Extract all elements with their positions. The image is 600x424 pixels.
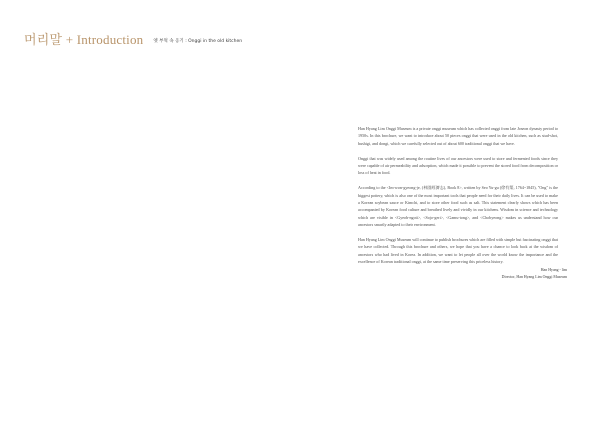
english-signature — [398, 267, 567, 281]
english-paragraph-4: Han Hyang Lim Onggi Museum will continue to publish brochures which are filled with simple but fascinating onggi that we have collected. Through this brochure and others, we hope that you have a chance to look back at the wisdom of ancestors who had lived in Korea. In addition, we want to let people all over the world know the importance and the excellence of Korean traditional onggi, at the same time preserving this priceless history. — [358, 237, 558, 265]
english-text-column — [358, 125, 558, 273]
page-header — [24, 29, 242, 49]
english-signature-title: Director, Han Hyang Lim Onggi Museum — [501, 275, 567, 279]
english-paragraph-3: According to the <Im-won-gyeong-je, (林園經濟志), Book 8>, written by Seo Yu-gu (徐有榘, 1764~1845), "Ong" is the biggest pottery, which is also one of the most important tools that people need for their daily lives. It can be used to make a Korean soybean sauce or Kimchi, and to store other food such as salt. This statement clearly shows which has been accompanied by Korean food culture and breathed lively and vividly in our kitchens. Wisdom in science and technology which are visible in <Gyeob-ngoti>, <Sojo-geri>, <Gamu-tong>, and <Chobyeong> makes us understand how our ancestors smartly adapted to their environment. — [358, 185, 558, 228]
page-subtitle: 옛 부엌 속 옹기 : Onggi in the old kitchen — [153, 39, 243, 44]
korean-text-column — [105, 124, 330, 133]
english-paragraph-2: Onggi that was widely used among the routine lives of our ancestors were used to store and fermented foods since they were capable of air permeability and adsorption, which made it possible to prevent the stored food from decomposition or loss of heat in food. — [358, 155, 558, 176]
title-korean: 머리말 — [24, 32, 63, 47]
english-signature-name: Han Hyang - lim — [540, 268, 567, 272]
title-separator: + — [62, 32, 77, 47]
english-paragraph-1: Han Hyang Lim Onggi Museum is a private onggi museum which has collected onggi from late Joseon dynasty period to 1950s. In this brochure, we want to introduce about 50 pieces onggi that were used in the old kitchen, such as stud-shot, bushigi, and dongi, which we carefully selected out of about 600 traditional onggi that we have. — [358, 126, 558, 146]
title-english: Introduction — [76, 32, 144, 47]
